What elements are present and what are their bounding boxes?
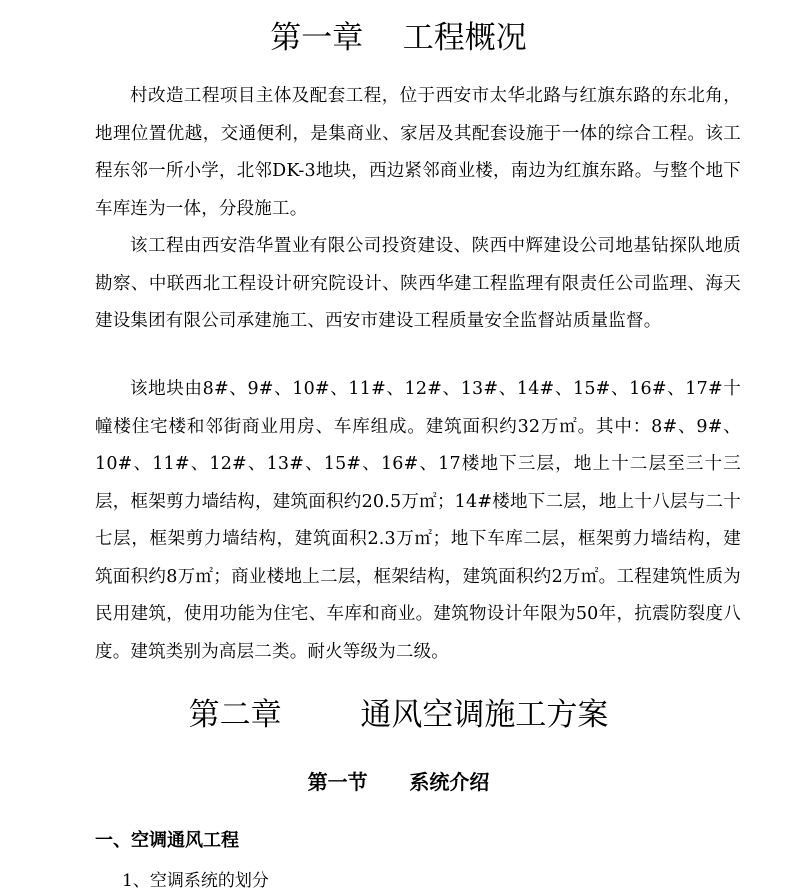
chapter2-title: 第二章 通风空调施工方案 — [188, 697, 609, 733]
section1-heading-1: 一、空调通风工程 — [95, 830, 239, 851]
chapter1-paragraph-1: 村改造工程项目主体及配套工程，位于西安市太华北路与红旗东路的东北角，地理位置优越，交通便利，是集商业、家居及其配套设施于一体的综合工程。该工程东邻一所小学，北邻DK-3地块，西边紧邻商业楼，南边为红旗东路。与整个地下车库连为一体，分段施工。 — [95, 86, 741, 219]
chapter1-title: 第一章 工程概况 — [270, 20, 527, 56]
chapter1-paragraph-3: 该地块由8#、9#、10#、11#、12#、13#、14#、15#、16#、17#十幢楼住宅楼和邻街商业用房、车库组成。建筑面积约32万㎡。其中：8#、9#、10#、11#、12#、13#、15#、16#、17楼地下三层，地上十二层至三十三层，框架剪力墙结构，建筑面积约20.5万㎡；14#楼地下二层，地上十八层与二十七层，框架剪力墙结构，建筑面积2.3万㎡；地下车库二层，框架剪力墙结构，建筑面积约8万㎡；商业楼地上二层，框架结构，建筑面积约2万㎡。工程建筑性质为民用建筑，使用功能为住宅、车库和商业。建筑物设计年限为50年，抗震防裂度八度。建筑类别为高层二类。耐火等级为二级。 — [95, 379, 741, 662]
chapter1-paragraph-2: 该工程由西安浩华置业有限公司投资建设、陕西中辉建设公司地基钻探队地质勘察、中联西北工程设计研究院设计、陕西华建工程监理有限责任公司监理、海天建设集团有限公司承建施工、西安市建设工程质量安全监督站质量监督。 — [95, 236, 741, 331]
section1-title: 第一节 系统介绍 — [307, 770, 490, 794]
section1-item-1: 1、空调系统的划分 — [122, 871, 269, 891]
